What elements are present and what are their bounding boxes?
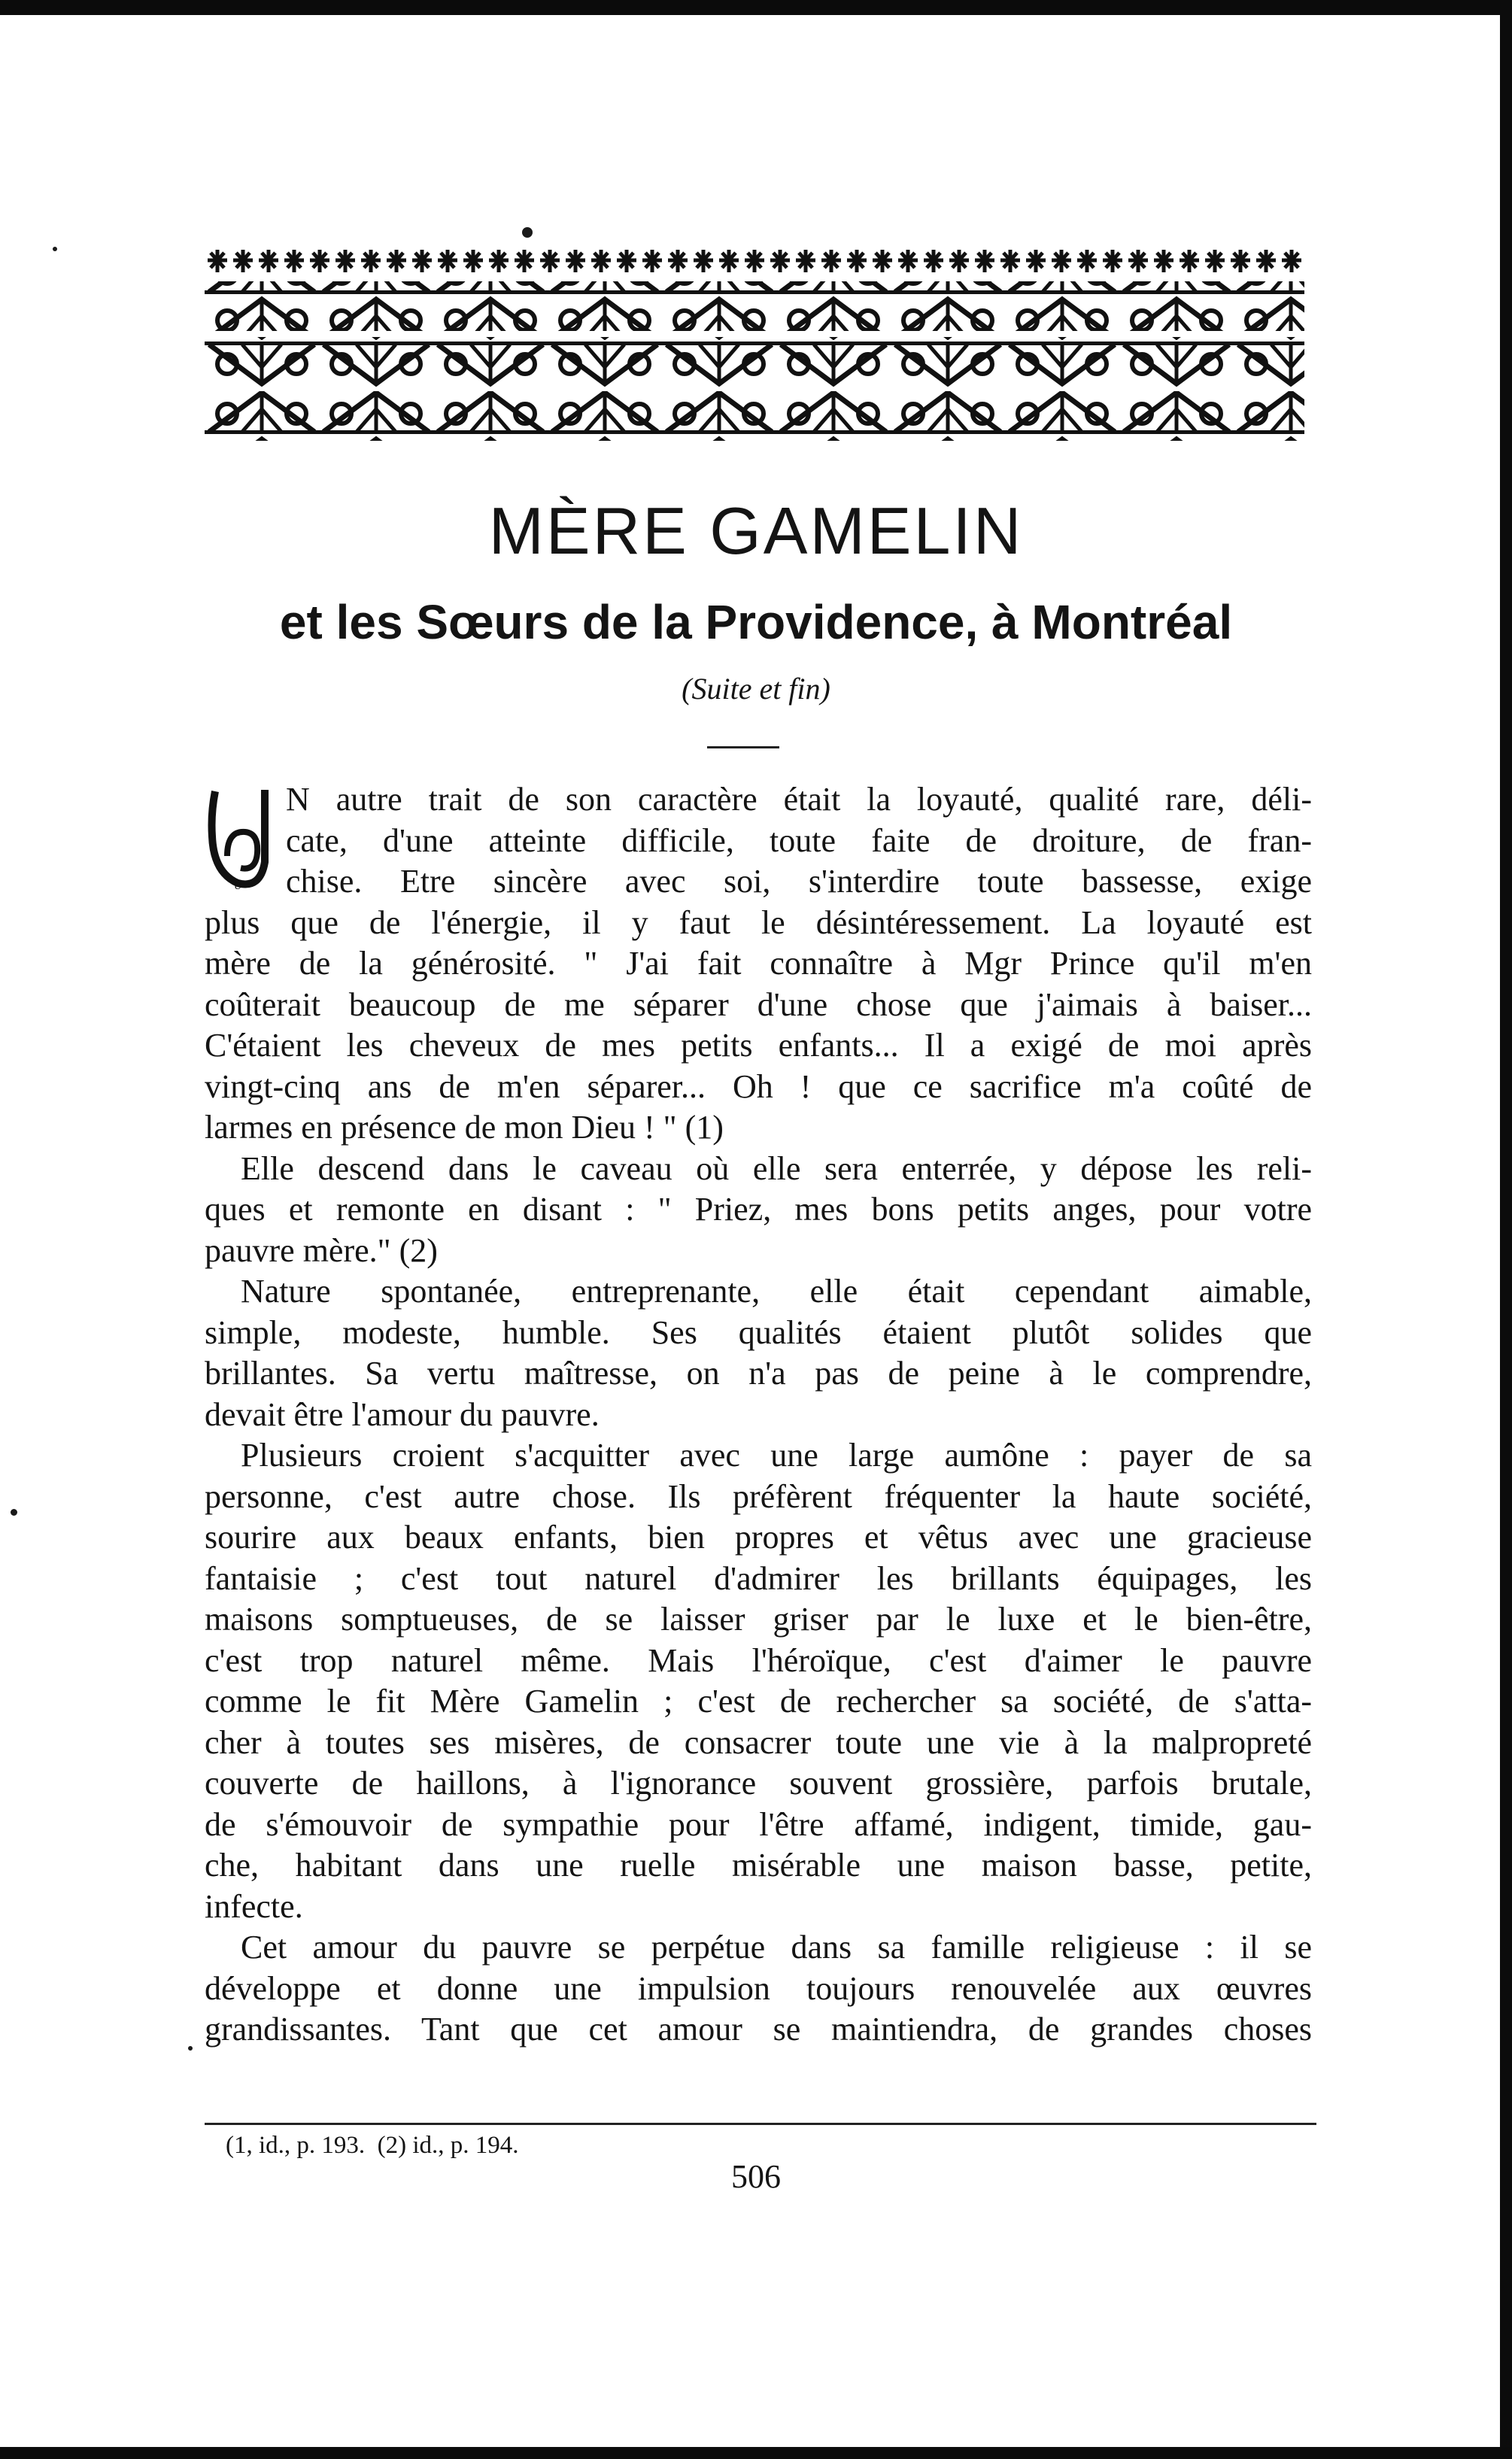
text-line: C'étaient les cheveux de mes petits enfants... Il a exigé de moi après bbox=[205, 1027, 1312, 1064]
text-line: comme le fit Mère Gamelin ; c'est de rechercher sa société, de s'atta- bbox=[205, 1683, 1312, 1720]
palmette-row bbox=[205, 337, 1304, 387]
text-line: grandissantes. Tant que cet amour se maintiendra, de grandes choses bbox=[205, 2011, 1312, 2048]
ink-speck bbox=[522, 227, 533, 238]
text-line: fantaisie ; c'est tout naturel d'admirer les brillants équipages, les bbox=[205, 1559, 1312, 1597]
text-line: infecte. bbox=[205, 1887, 303, 1925]
text-line: cate, d'une atteinte difficile, toute faite de droiture, de fran- bbox=[286, 821, 1312, 859]
ink-speck bbox=[53, 247, 57, 251]
footnote-rule bbox=[205, 2123, 1316, 2125]
text-line: Nature spontanée, entreprenante, elle était cependant aimable, bbox=[241, 1273, 1312, 1310]
text-line: personne, c'est autre chose. Ils préfèrent fréquenter la haute société, bbox=[205, 1477, 1312, 1515]
text-line: ques et remonte en disant : " Priez, mes bons petits anges, pour votre bbox=[205, 1191, 1312, 1228]
text-line: couverte de haillons, à l'ignorance souvent grossière, parfois brutale, bbox=[205, 1765, 1312, 1802]
text-line: développe et donne une impulsion toujours renouvelée aux œuvres bbox=[205, 1969, 1312, 2007]
ink-speck bbox=[11, 1509, 17, 1516]
text-line: pauvre mère." (2) bbox=[205, 1231, 438, 1269]
text-line: simple, modeste, humble. Ses qualités étaient plutôt solides que bbox=[205, 1313, 1312, 1351]
text-line: c'est trop naturel même. Mais l'héroïque, c'est d'aimer le pauvre bbox=[205, 1641, 1312, 1679]
text-line: N autre trait de son caractère était la loyauté, qualité rare, déli- bbox=[286, 781, 1312, 818]
footnotes: (1, id., p. 193. (2) id., p. 194. bbox=[226, 2132, 519, 2159]
text-line: Plusieurs croient s'acquitter avec une large aumône : payer de sa bbox=[241, 1437, 1312, 1474]
palmette-row bbox=[205, 281, 1304, 331]
opening-paragraph bbox=[205, 779, 1312, 1149]
text-line: Elle descend dans le caveau où elle sera enterrée, y dépose les reli- bbox=[241, 1149, 1312, 1187]
dropcap-letter: U bbox=[233, 881, 242, 892]
page-number: 506 bbox=[731, 2158, 781, 2195]
scan-right-border bbox=[1500, 0, 1512, 2459]
text-line: larmes en présence de mon Dieu ! " (1) bbox=[205, 1109, 724, 1146]
text-line: vingt-cinq ans de m'en séparer... Oh ! que ce sacrifice m'a coûté de bbox=[205, 1067, 1312, 1105]
palmette-row bbox=[205, 391, 1304, 441]
title-rule bbox=[707, 746, 779, 748]
text-line: coûterait beaucoup de me séparer d'une chose que j'aimais à baiser... bbox=[205, 985, 1312, 1023]
scan-bottom-border bbox=[0, 2447, 1512, 2459]
text-line: plus que de l'énergie, il y faut le désintéressement. La loyauté est bbox=[205, 903, 1312, 941]
ink-speck bbox=[188, 2046, 193, 2051]
article-body bbox=[205, 779, 1312, 2051]
cross-border-row bbox=[205, 248, 1304, 275]
text-line: mère de la générosité. " J'ai fait connaître à Mgr Prince qu'il m'en bbox=[205, 945, 1312, 982]
article-subtitle: et les Sœurs de la Providence, à Montréal bbox=[279, 595, 1233, 649]
text-line: chise. Etre sincère avec soi, s'interdire toute bassesse, exige bbox=[286, 863, 1312, 900]
continuation-note: (Suite et fin) bbox=[682, 672, 830, 706]
text-line: maisons somptueuses, de se laisser griser par le luxe et le bien-être, bbox=[205, 1601, 1312, 1638]
text-line: sourire aux beaux enfants, bien propres et vêtus avec une gracieuse bbox=[205, 1519, 1312, 1556]
ornamental-header-band bbox=[205, 248, 1304, 441]
text-line: brillantes. Sa vertu maîtresse, on n'a pas de peine à le comprendre, bbox=[205, 1355, 1312, 1392]
text-line: devait être l'amour du pauvre. bbox=[205, 1395, 600, 1433]
text-line: cher à toutes ses misères, de consacrer toute une vie à la malpropreté bbox=[205, 1723, 1312, 1761]
text-line: che, habitant dans une ruelle misérable une maison basse, petite, bbox=[205, 1847, 1312, 1884]
scan-top-border bbox=[0, 0, 1512, 15]
ornamental-dropcap bbox=[205, 784, 271, 897]
text-line: Cet amour du pauvre se perpétue dans sa famille religieuse : il se bbox=[241, 1929, 1312, 1966]
text-line: de s'émouvoir de sympathie pour l'être affamé, indigent, timide, gau- bbox=[205, 1805, 1312, 1843]
article-title: MÈRE GAMELIN bbox=[488, 493, 1024, 568]
